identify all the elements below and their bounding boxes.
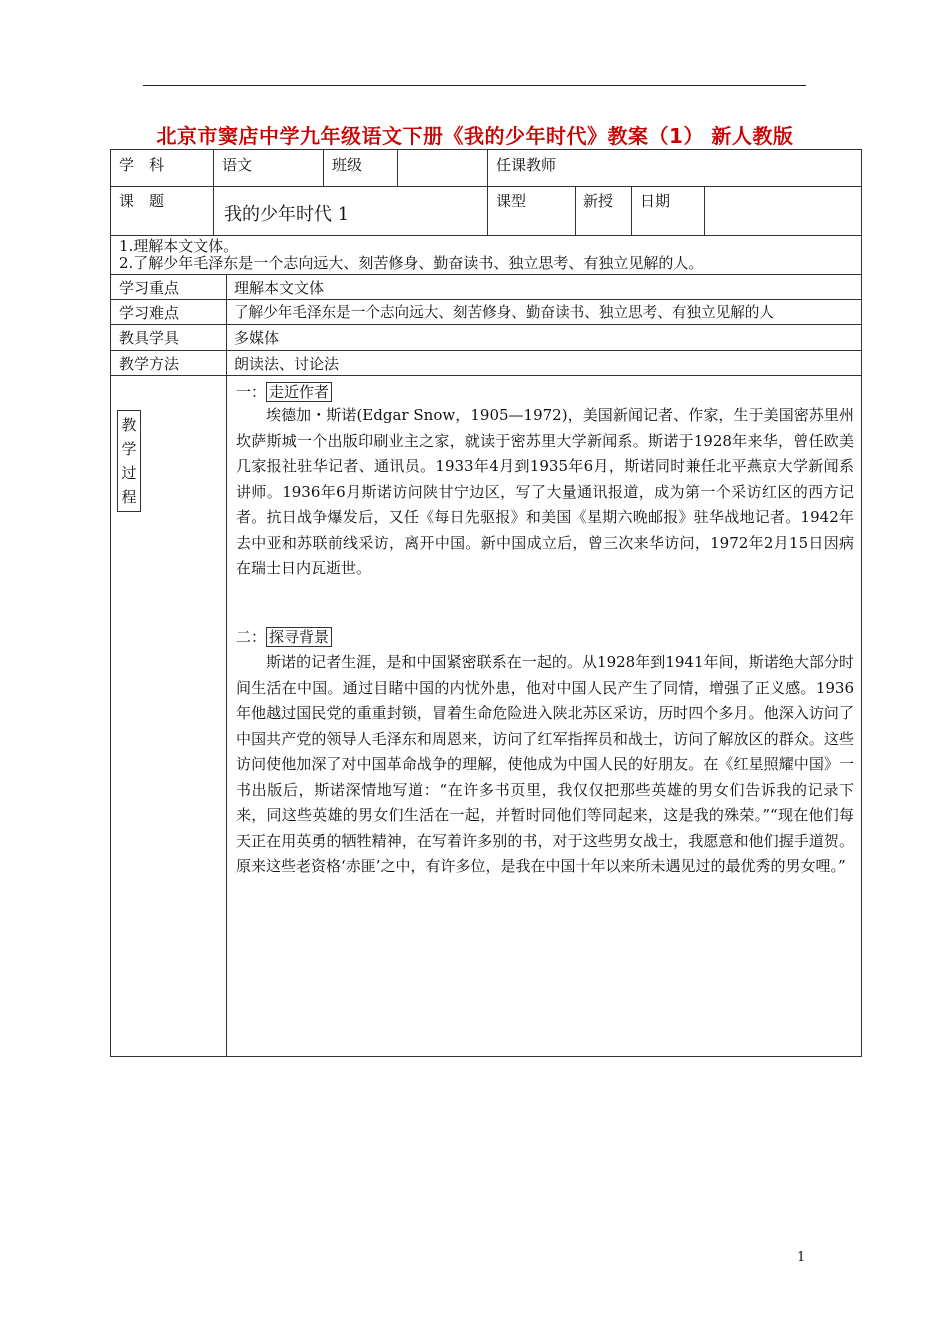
section-2-text: 斯诺的记者生涯，是和中国紧密联系在一起的。从1928年到1941年间，斯诺绝大部分时间生活在中国。通过目睹中国的内忧外患，他对中国人民产生了同情，增强了正义感。1936年他越过国民党的重重封锁，冒着生命危险进入陕北苏区采访，历时四个多月。他深入访问了中国共产党的领导人毛泽东和周恩来，访问了红军指挥员和战士，访问了解放区的群众。这些访问使他加深了对中国革命战争的理解，使他成为中国人民的好朋友。在《红星照耀中国》一书出版后，斯诺深情地写道：“在许多书页里，我仅仅把那些英雄的男女们告诉我的记录下来，同这些英雄的男女们生活在一起，并暂时同他们等同起来，这是我的殊荣。”“现在他们每天正在用英勇的牺牲精神，在写着许多别的书，对于这些男女战士，我愿意和他们握手道贺。原来这些老资格‘赤匪’之中，有许多位，是我在中国十年以来所未遇见过的最优秀的男女哩。” — [236, 653, 854, 875]
row-divider — [110, 235, 862, 236]
col-divider — [226, 274, 227, 1057]
col-divider — [397, 149, 398, 186]
topic-value: 我的少年时代 1 — [224, 204, 350, 225]
page-number: 1 — [797, 1250, 806, 1265]
row-divider — [110, 186, 862, 187]
method-label: 教学方法 — [119, 355, 180, 373]
row-divider — [110, 324, 862, 325]
section-1-text: 埃德加・斯诺(Edgar Snow，1905—1972)，美国新闻记者、作家，生于美国密苏里州坎萨斯城一个出版印刷业主之家，就读于密苏里大学新闻系。斯诺于1928年来华，曾任欧美几家报社驻华记者、通讯员。1933年4月到1935年6月，斯诺同时兼任北平燕京大学新闻系讲师。1936年6月斯诺访问陕甘宁边区，写了大量通讯报道，成为第一个采访红区的西方记者。抗日战争爆发后，又任《每日先驱报》和美国《星期六晚邮报》驻华战地记者。1942年去中亚和苏联前线采访，离开中国。新中国成立后，曾三次来华访问，1972年2月15日因病在瑞士日内瓦逝世。 — [236, 406, 854, 577]
method-value: 朗读法、讨论法 — [234, 355, 340, 373]
class-label: 班级 — [332, 156, 363, 174]
teacher-label: 任课教师 — [496, 156, 557, 174]
subject-label: 学 科 — [119, 156, 165, 174]
row-divider — [110, 299, 862, 300]
section-2-heading: 二： 探寻背景 — [236, 627, 332, 647]
objective-1: 1.理解本文文体。 — [119, 237, 239, 255]
col-divider — [631, 186, 632, 235]
date-label: 日期 — [640, 192, 671, 210]
row-divider — [110, 350, 862, 351]
row-divider — [110, 274, 862, 275]
col-divider — [487, 149, 488, 235]
col-divider — [575, 186, 576, 235]
subject-value: 语文 — [222, 156, 253, 174]
difficulty-label: 学习难点 — [119, 304, 180, 322]
col-divider — [704, 186, 705, 235]
col-divider — [323, 149, 324, 186]
key-point-value: 理解本文文体 — [234, 279, 325, 297]
row-divider — [110, 375, 862, 376]
document-title: 北京市窦店中学九年级语文下册《我的少年时代》教案（1） 新人教版 — [156, 124, 794, 148]
topic-label: 课 题 — [119, 192, 165, 210]
type-label: 课型 — [496, 192, 527, 210]
objective-2: 2.了解少年毛泽东是一个志向远大、刻苦修身、勤奋读书、独立思考、有独立见解的人。 — [119, 254, 704, 272]
difficulty-value: 了解少年毛泽东是一个志向远大、刻苦修身、勤奋读书、独立思考、有独立见解的人 — [234, 304, 774, 321]
key-point-label: 学习重点 — [119, 279, 180, 297]
materials-value: 多媒体 — [234, 329, 280, 347]
header-rule — [143, 85, 806, 86]
type-value: 新授 — [583, 192, 614, 210]
lesson-plan-table — [110, 149, 862, 1057]
teaching-process-label: 教 学 过 程 — [117, 410, 141, 512]
materials-label: 教具学具 — [119, 329, 180, 347]
section-1-heading: 一： 走近作者 — [236, 382, 332, 402]
col-divider — [213, 149, 214, 235]
